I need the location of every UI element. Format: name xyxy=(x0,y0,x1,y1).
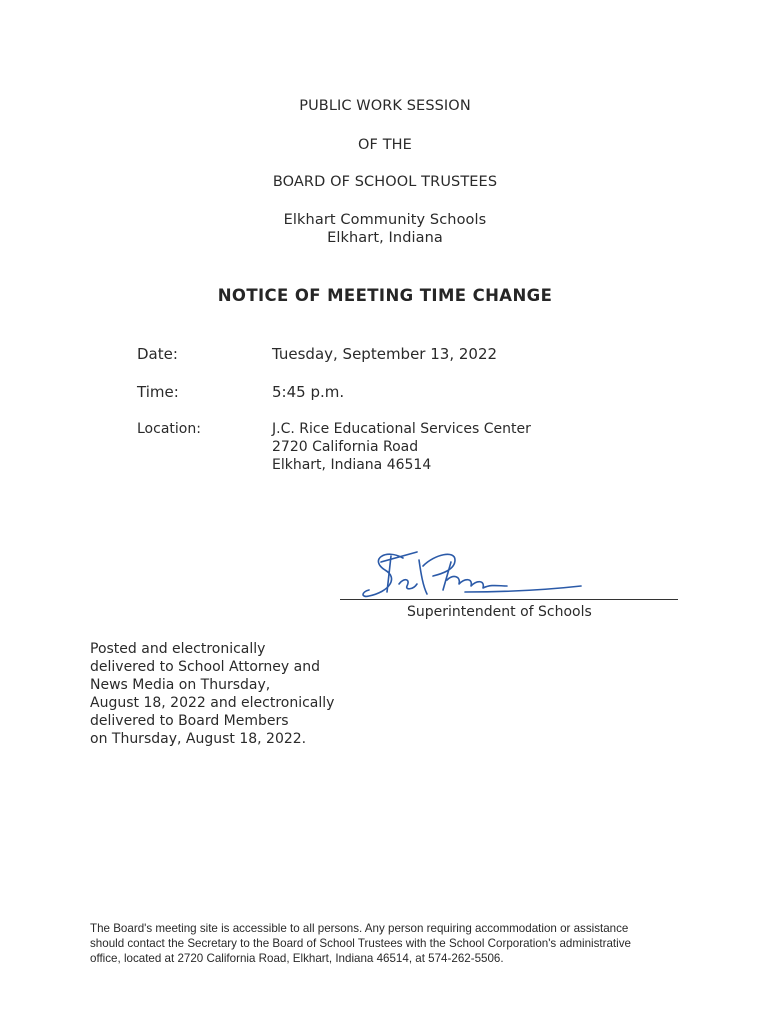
location-line: Elkhart, Indiana 46514 xyxy=(272,457,432,473)
posted-line: Posted and electronically xyxy=(90,641,266,657)
posted-notice xyxy=(90,640,370,748)
signature-title: Superintendent of Schools xyxy=(407,604,592,620)
time-value: 5:45 p.m. xyxy=(272,383,345,401)
date-label: Date: xyxy=(137,345,178,363)
posted-line: delivered to Board Members xyxy=(90,713,289,729)
posted-line: delivered to School Attorney and xyxy=(90,659,320,675)
footer-line: The Board's meeting site is accessible to all persons. Any person requiring accommodation or assistance xyxy=(90,922,629,935)
location-label: Location: xyxy=(137,421,201,437)
accessibility-footer xyxy=(90,921,690,966)
location-address xyxy=(272,420,531,474)
location-line: 2720 California Road xyxy=(272,439,419,455)
time-label: Time: xyxy=(137,383,179,401)
posted-line: News Media on Thursday, xyxy=(90,677,271,693)
posted-line: August 18, 2022 and electronically xyxy=(90,695,335,711)
footer-line: office, located at 2720 California Road, Elkhart, Indiana 46514, at 574-262-5506. xyxy=(90,952,504,965)
date-value: Tuesday, September 13, 2022 xyxy=(272,345,498,363)
signature-line xyxy=(340,599,678,600)
location-line: J.C. Rice Educational Services Center xyxy=(272,421,531,437)
header-line-city-state: Elkhart, Indiana xyxy=(327,230,443,246)
footer-line: should contact the Secretary to the Board of School Trustees with the School Corporation's administrative xyxy=(90,937,631,950)
header-line-public-work-session: PUBLIC WORK SESSION xyxy=(299,98,471,114)
notice-title: NOTICE OF MEETING TIME CHANGE xyxy=(217,286,553,305)
posted-line: on Thursday, August 18, 2022. xyxy=(90,731,307,747)
header-line-board: BOARD OF SCHOOL TRUSTEES xyxy=(272,174,498,190)
header-line-school-district: Elkhart Community Schools xyxy=(283,212,487,228)
signature-strokes xyxy=(363,552,581,596)
header-line-of-the: OF THE xyxy=(358,137,412,153)
